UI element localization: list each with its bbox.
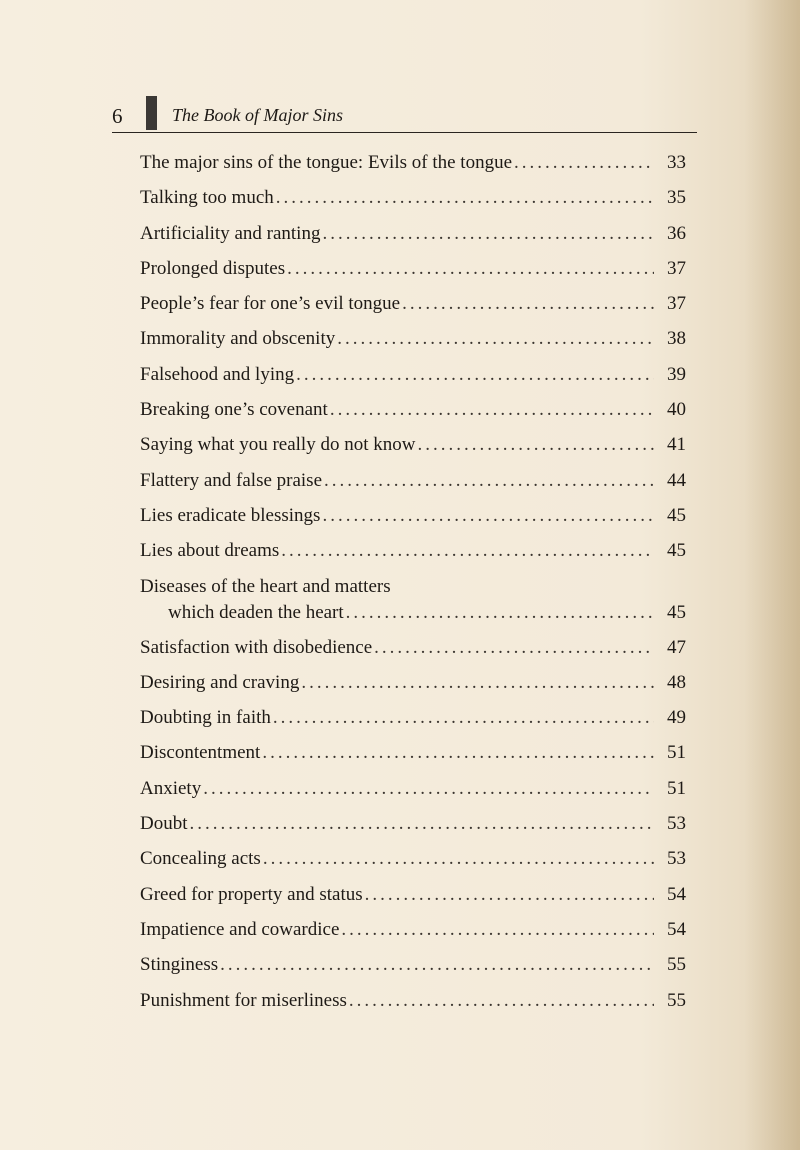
toc-entry-title: Doubting in faith xyxy=(140,707,271,729)
table-of-contents xyxy=(140,150,686,1023)
toc-entry xyxy=(140,362,686,397)
toc-entry-page: 48 xyxy=(667,671,686,693)
toc-entry xyxy=(140,503,686,538)
dot-leader xyxy=(322,221,654,247)
toc-entry-title: Flattery and false praise xyxy=(140,469,323,491)
toc-entry-page: 36 xyxy=(667,222,686,244)
toc-entry xyxy=(140,705,686,740)
page-number: 6 xyxy=(112,104,123,128)
toc-entry-title: Impatience and cowardice xyxy=(140,918,340,940)
toc-entry-title: Artificiality and ranting xyxy=(140,222,321,244)
toc-entry xyxy=(140,740,686,775)
toc-entry-title: The major sins of the tongue: Evils of the tongue xyxy=(140,152,513,173)
dot-leader xyxy=(514,150,654,176)
toc-entry-page: 55 xyxy=(667,954,686,976)
toc-entry-title: Greed for property and status xyxy=(140,883,363,905)
toc-entry-page: 41 xyxy=(667,434,686,456)
toc-entry xyxy=(140,432,686,467)
toc-entry-page: 38 xyxy=(667,328,686,350)
toc-entry-title: Punishment for miserliness xyxy=(140,989,347,1011)
toc-entry xyxy=(140,256,686,291)
toc-entry xyxy=(140,574,686,626)
dot-leader xyxy=(301,670,654,696)
toc-entry-page: 45 xyxy=(667,540,686,562)
toc-entry-page: 37 xyxy=(667,293,686,315)
dot-leader xyxy=(324,468,654,494)
toc-entry-page: 45 xyxy=(667,504,686,526)
toc-entry-title: Anxiety xyxy=(140,777,202,799)
toc-entry xyxy=(140,988,686,1023)
toc-entry-page: 51 xyxy=(667,777,686,799)
toc-entry-title-continuation: which deaden the heart xyxy=(168,601,344,623)
toc-entry xyxy=(140,670,686,705)
toc-entry xyxy=(140,882,686,917)
toc-entry-page: 49 xyxy=(667,707,686,729)
dot-leader xyxy=(263,846,654,872)
toc-entry-title: Breaking one’s covenant xyxy=(140,399,328,421)
toc-entry xyxy=(140,811,686,846)
toc-entry-page: 37 xyxy=(667,257,686,279)
toc-entry-page: 51 xyxy=(667,742,686,764)
dot-leader xyxy=(402,291,654,317)
toc-entry xyxy=(140,150,686,185)
dot-leader xyxy=(276,185,654,211)
toc-entry xyxy=(140,917,686,952)
toc-entry xyxy=(140,952,686,987)
dot-leader xyxy=(262,740,654,766)
toc-entry xyxy=(140,291,686,326)
toc-entry xyxy=(140,776,686,811)
toc-entry-page: 53 xyxy=(667,813,686,835)
dot-leader xyxy=(273,705,654,731)
toc-entry-page: 45 xyxy=(667,601,686,623)
toc-entry-title: Doubt xyxy=(140,813,188,835)
toc-entry-title: People’s fear for one’s evil tongue xyxy=(140,293,401,315)
toc-entry-title: Concealing acts xyxy=(140,848,261,870)
toc-entry-page: 53 xyxy=(667,848,686,870)
toc-entry-title: Discontentment xyxy=(140,742,261,764)
dot-leader xyxy=(287,256,654,282)
toc-entry-page: 44 xyxy=(667,469,686,491)
dot-leader xyxy=(417,432,654,458)
toc-entry xyxy=(140,468,686,503)
toc-entry xyxy=(140,635,686,670)
toc-entry-title: Prolonged disputes xyxy=(140,257,286,279)
toc-entry-title: Diseases of the heart and matters xyxy=(140,575,391,597)
header-marker-bar xyxy=(146,96,157,130)
dot-leader xyxy=(203,776,654,802)
book-title: The Book of Major Sins xyxy=(172,105,343,125)
toc-entry-page: 54 xyxy=(667,918,686,940)
dot-leader xyxy=(374,635,654,661)
toc-entry xyxy=(140,326,686,361)
dot-leader xyxy=(365,882,654,908)
toc-entry-page: 55 xyxy=(667,989,686,1011)
toc-entry-page: 47 xyxy=(667,636,686,658)
dot-leader xyxy=(296,362,654,388)
toc-entry xyxy=(140,846,686,881)
dot-leader xyxy=(341,917,654,943)
running-header xyxy=(112,96,697,133)
toc-entry-title: Immorality and obscenity xyxy=(140,328,336,350)
toc-entry-page: 39 xyxy=(667,363,686,385)
dot-leader xyxy=(281,538,654,564)
toc-entry-page: 33 xyxy=(667,152,686,173)
toc-entry-title: Saying what you really do not know xyxy=(140,434,416,456)
toc-entry-page: 40 xyxy=(667,399,686,421)
dot-leader xyxy=(322,503,654,529)
dot-leader xyxy=(346,600,654,626)
dot-leader xyxy=(349,988,654,1014)
toc-entry-title: Desiring and craving xyxy=(140,671,300,693)
toc-entry xyxy=(140,185,686,220)
dot-leader xyxy=(220,952,654,978)
toc-entry-title: Lies eradicate blessings xyxy=(140,504,321,526)
toc-entry xyxy=(140,397,686,432)
toc-entry-page: 54 xyxy=(667,883,686,905)
toc-entry xyxy=(140,538,686,573)
toc-entry-page: 35 xyxy=(667,187,686,209)
toc-entry-title: Lies about dreams xyxy=(140,540,280,562)
toc-entry-title: Talking too much xyxy=(140,187,274,209)
dot-leader xyxy=(337,326,654,352)
toc-entry-title: Stinginess xyxy=(140,954,219,976)
toc-entry xyxy=(140,221,686,256)
dot-leader xyxy=(190,811,655,837)
toc-entry-title: Falsehood and lying xyxy=(140,363,295,385)
dot-leader xyxy=(330,397,654,423)
toc-entry-title: Satisfaction with disobedience xyxy=(140,636,373,658)
